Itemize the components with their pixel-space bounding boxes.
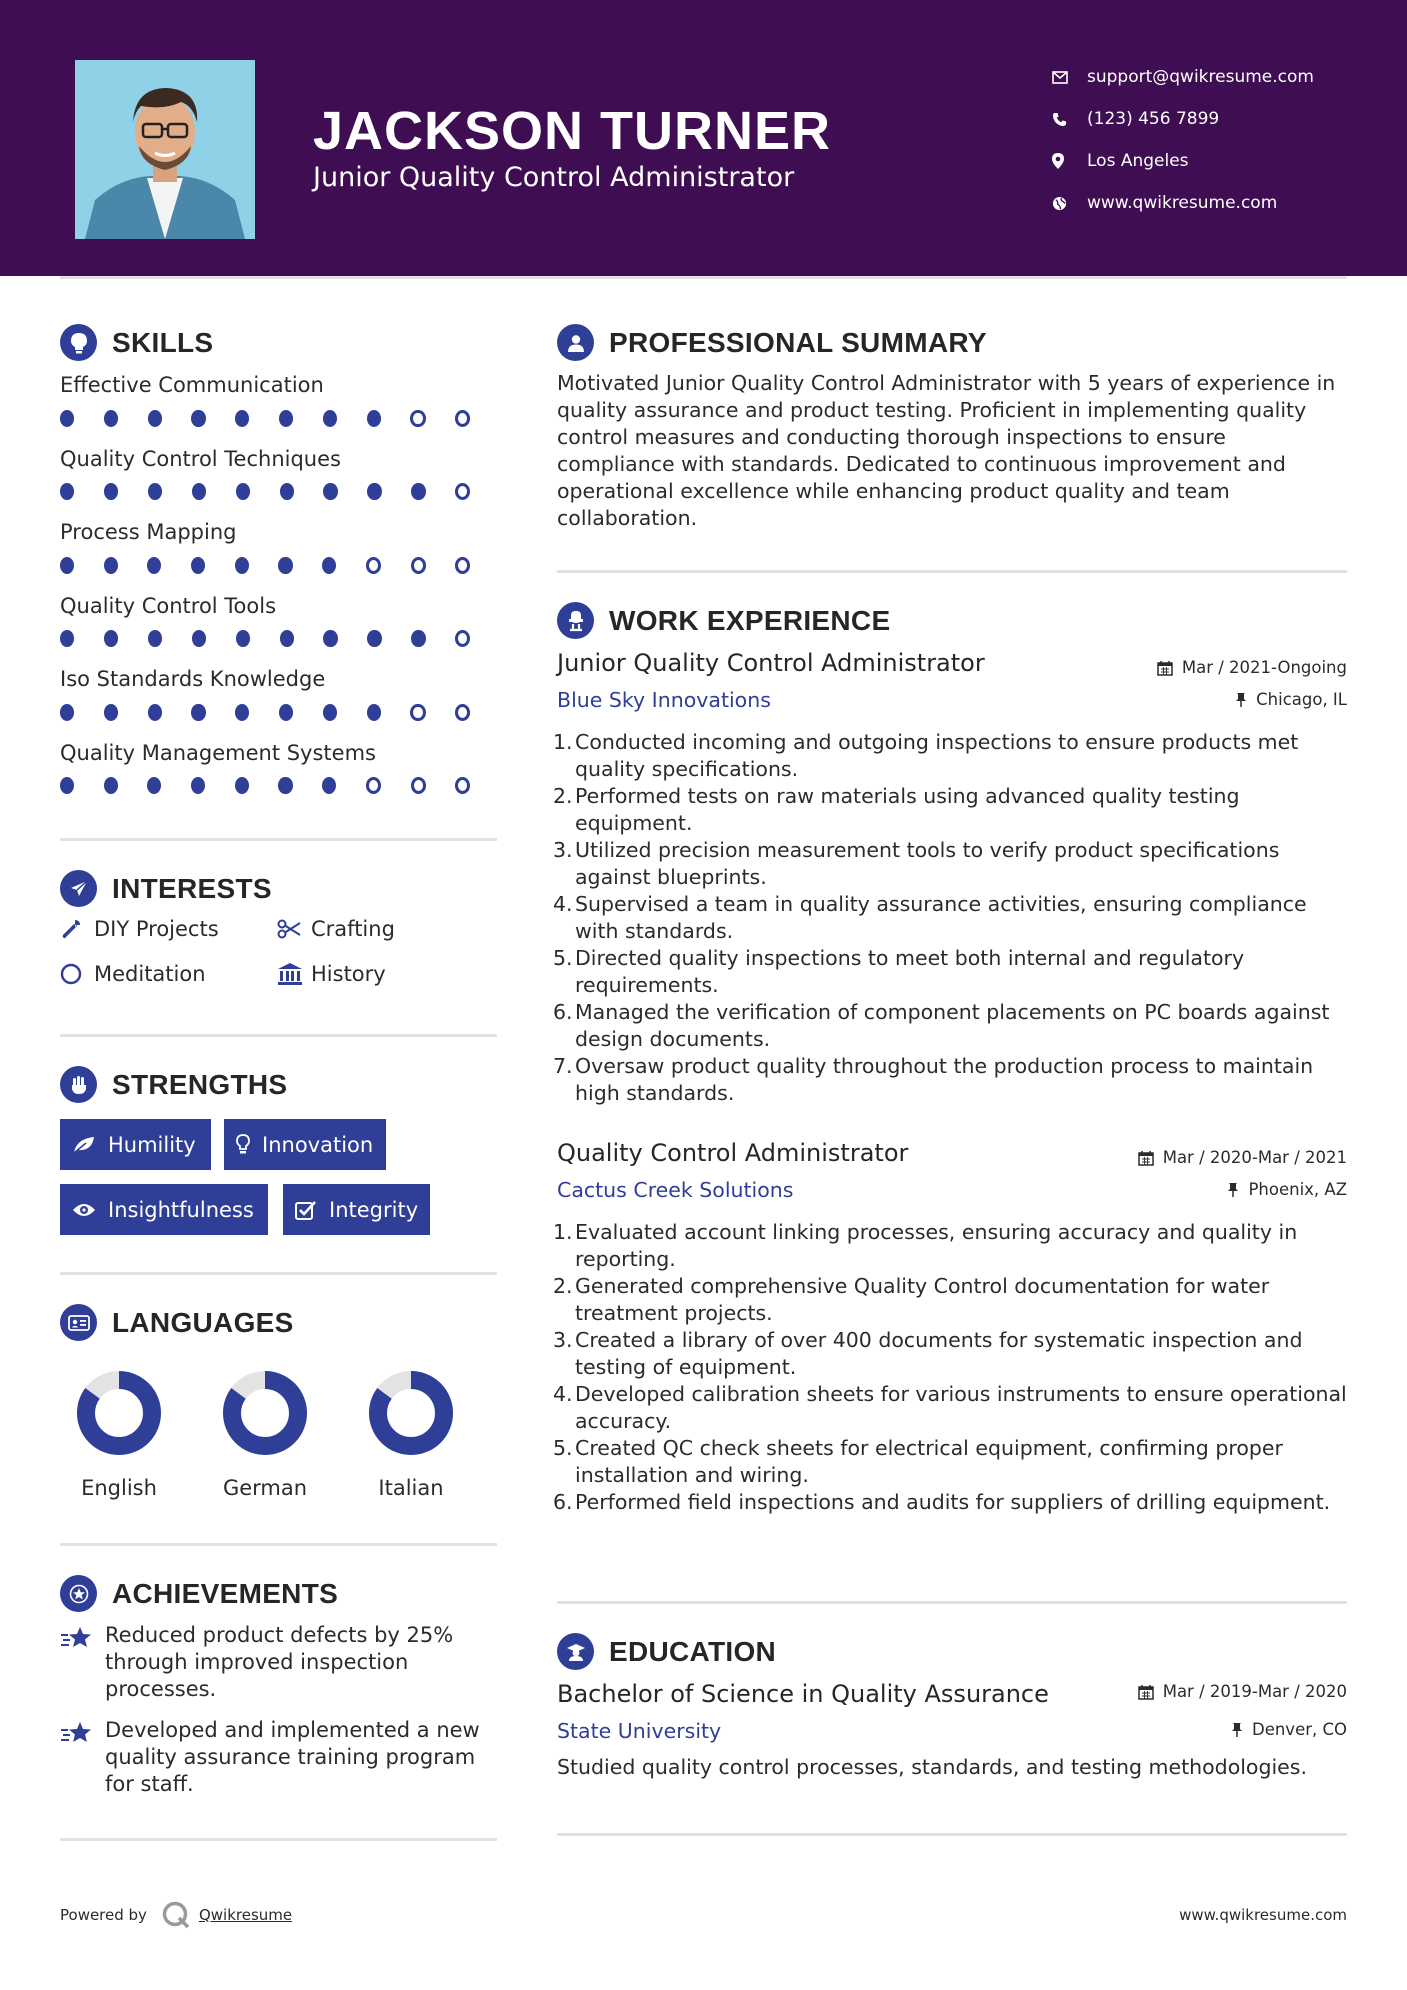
education-description: Studied quality control processes, standards, and testing methodologies. xyxy=(557,1755,1307,1779)
rating-dot-filled xyxy=(323,630,337,647)
skill-item xyxy=(60,517,500,591)
rating-dot-filled xyxy=(236,483,250,500)
job-location xyxy=(1235,690,1347,709)
fist-icon xyxy=(60,1066,97,1103)
location-pin-icon xyxy=(1050,153,1087,169)
job-dates xyxy=(1138,1148,1347,1167)
rating-dot-filled xyxy=(148,410,162,427)
rating-dot-filled xyxy=(147,777,161,794)
rating-dot-filled xyxy=(60,777,74,794)
rating-dot-filled xyxy=(323,483,337,500)
rating-dot-filled xyxy=(104,630,118,647)
rating-dot-filled xyxy=(148,483,162,500)
envelope-icon xyxy=(1050,71,1087,84)
rating-dot-filled xyxy=(411,483,425,500)
circle-icon xyxy=(60,963,94,985)
education-location xyxy=(1231,1720,1347,1739)
job-title: Junior Quality Control Administrator xyxy=(557,649,985,677)
rating-dot-empty xyxy=(366,557,381,574)
language-name: English xyxy=(81,1476,157,1500)
list-item: 3. Utilized precision measurement tools to verify product specifications against blueprints. xyxy=(553,838,1280,889)
rating-dot-filled xyxy=(367,410,381,427)
rating-dot-filled xyxy=(104,704,118,721)
rating-dot-empty xyxy=(410,410,425,427)
job-dates xyxy=(1157,658,1347,677)
interests-heading-label: INTERESTS xyxy=(112,872,272,904)
rating-dot-empty xyxy=(455,704,470,721)
rating-dot-filled xyxy=(411,630,425,647)
paper-plane-icon xyxy=(60,870,97,907)
job-dates-text: Mar / 2020-Mar / 2021 xyxy=(1162,1148,1347,1167)
list-item: 5. Created QC check sheets for electrical equipment, confirming proper installation and wiring. xyxy=(553,1436,1283,1487)
skill-rating xyxy=(60,627,500,651)
rating-dot-filled xyxy=(60,410,74,427)
job-location xyxy=(1227,1180,1347,1199)
rating-dot-filled xyxy=(192,483,206,500)
school-name: State University xyxy=(557,1719,722,1743)
lightbulb-icon xyxy=(60,324,97,361)
interests-heading xyxy=(60,870,272,907)
language-name: Italian xyxy=(378,1476,444,1500)
summary-heading xyxy=(557,324,987,361)
rating-dot-empty xyxy=(455,777,470,794)
interest-item xyxy=(60,917,219,941)
skill-name: Effective Communication xyxy=(60,373,324,397)
summary-heading-label: PROFESSIONAL SUMMARY xyxy=(609,326,987,358)
education-dates xyxy=(1138,1682,1347,1701)
list-item: 3. Created a library of over 400 documents for systematic inspection and testing of equipment. xyxy=(553,1328,1303,1379)
rating-dot-filled xyxy=(60,483,74,500)
skill-name: Process Mapping xyxy=(60,520,237,544)
rating-dot-filled xyxy=(323,704,337,721)
interest-item xyxy=(277,962,386,986)
rating-dot-filled xyxy=(280,483,294,500)
strength-tag xyxy=(283,1184,430,1235)
skill-item xyxy=(60,738,500,812)
rating-dot-filled xyxy=(280,630,294,647)
language-item xyxy=(200,1368,330,1500)
rating-dot-filled xyxy=(236,630,250,647)
user-icon xyxy=(557,324,594,361)
skills-list xyxy=(60,370,500,811)
achievement-text: Developed and implemented a new quality assurance training program for staff. xyxy=(105,1718,480,1796)
rating-dot-empty xyxy=(455,630,470,647)
education-location-text: Denver, CO xyxy=(1251,1720,1347,1739)
rating-dot-filled xyxy=(192,630,206,647)
rating-dot-filled xyxy=(235,704,249,721)
rating-dot-filled xyxy=(191,557,205,574)
summary-text: Motivated Junior Quality Control Administrator with 5 years of experience in quality assurance and product testing. Proficient in implementing quality control measures and conducting thorough inspections to ensure compliance with standards. Dedicated to continuous improvement and operational excellence while enhancing product quality and team collaboration. xyxy=(557,371,1336,530)
contact-email-text: support@qwikresume.com xyxy=(1087,67,1314,87)
powered-by-text: Powered by xyxy=(60,1906,147,1924)
rating-dot-empty xyxy=(455,483,470,500)
rating-dot-filled xyxy=(367,483,381,500)
skill-name: Quality Management Systems xyxy=(60,740,376,765)
globe-icon xyxy=(1050,196,1087,211)
skills-heading-label: SKILLS xyxy=(112,326,214,358)
education-dates-text: Mar / 2019-Mar / 2020 xyxy=(1162,1682,1347,1701)
pushpin-icon xyxy=(1235,692,1247,708)
rating-dot-filled xyxy=(191,410,205,427)
rating-dot-empty xyxy=(455,410,470,427)
section-divider xyxy=(60,1272,497,1275)
rating-dot-filled xyxy=(235,557,249,574)
pushpin-icon xyxy=(1227,1182,1239,1198)
graduate-icon xyxy=(557,1633,594,1670)
job-company: Blue Sky Innovations xyxy=(557,688,771,712)
contact-phone[interactable] xyxy=(1050,98,1380,140)
section-divider xyxy=(60,1543,497,1546)
interest-item xyxy=(60,962,206,986)
rating-dot-empty xyxy=(411,557,426,574)
strength-tag xyxy=(60,1184,268,1235)
rating-dot-filled xyxy=(367,630,381,647)
interest-label: DIY Projects xyxy=(94,917,219,941)
rating-dot-empty xyxy=(410,704,425,721)
footer-powered-by xyxy=(60,1900,292,1930)
rating-dot-empty xyxy=(455,557,470,574)
list-item: 4. Developed calibration sheets for various instruments to ensure operational accuracy. xyxy=(553,1382,1347,1433)
rating-dot-filled xyxy=(148,704,162,721)
strengths-heading xyxy=(60,1066,287,1103)
interest-label: Meditation xyxy=(94,962,206,986)
calendar-icon xyxy=(1157,660,1173,676)
job-company: Cactus Creek Solutions xyxy=(557,1178,794,1202)
experience-heading-label: WORK EXPERIENCE xyxy=(609,604,891,636)
rating-dot-filled xyxy=(322,557,336,574)
rating-dot-filled xyxy=(60,630,74,647)
skill-rating xyxy=(60,700,500,724)
rating-dot-filled xyxy=(191,777,205,794)
rating-dot-filled xyxy=(104,557,118,574)
list-item: 6. Managed the verification of component placements on PC boards against design documents. xyxy=(553,1000,1330,1051)
interest-item xyxy=(277,917,395,941)
rating-dot-filled xyxy=(191,704,205,721)
strengths-heading-label: STRENGTHS xyxy=(112,1068,288,1100)
calendar-icon xyxy=(1138,1684,1154,1700)
degree-title: Bachelor of Science in Quality Assurance xyxy=(557,1680,1049,1708)
skill-item xyxy=(60,591,500,665)
contact-phone-text: (123) 456 7899 xyxy=(1087,109,1220,129)
leaf-icon xyxy=(72,1135,96,1155)
section-divider xyxy=(557,1833,1347,1836)
header-divider xyxy=(60,276,1347,279)
wrench-icon xyxy=(60,918,94,940)
rating-dot-filled xyxy=(235,777,249,794)
interest-label: History xyxy=(311,962,386,986)
strength-label: Humility xyxy=(108,1132,196,1157)
skill-rating xyxy=(60,553,500,577)
rating-dot-filled xyxy=(147,557,161,574)
job-responsibilities xyxy=(553,1219,1347,1516)
list-item: 2. Generated comprehensive Quality Control documentation for water treatment projects. xyxy=(553,1274,1270,1325)
candidate-name: JACKSON TURNER xyxy=(313,101,832,161)
rating-dot-filled xyxy=(104,483,118,500)
language-proficiency-ring xyxy=(366,1368,456,1458)
education-heading-label: EDUCATION xyxy=(609,1635,777,1667)
calendar-icon xyxy=(1138,1150,1154,1166)
list-item: 2. Performed tests on raw materials using advanced quality testing equipment. xyxy=(553,784,1240,835)
rating-dot-empty xyxy=(411,777,426,794)
list-item: 1. Conducted incoming and outgoing inspections to ensure products met quality specifications. xyxy=(553,730,1299,781)
achievements-heading xyxy=(60,1575,338,1612)
job-location-text: Chicago, IL xyxy=(1256,690,1347,709)
contact-list xyxy=(1050,56,1380,224)
section-divider xyxy=(557,1601,1347,1604)
skill-item xyxy=(60,444,500,518)
language-item xyxy=(346,1368,476,1500)
languages-heading-label: LANGUAGES xyxy=(112,1306,294,1338)
star-badge-icon xyxy=(60,1575,97,1612)
rating-dot-filled xyxy=(60,704,74,721)
language-item xyxy=(54,1368,184,1500)
education-heading xyxy=(557,1633,776,1670)
lightbulb-icon xyxy=(236,1134,250,1155)
contact-website-text: www.qwikresume.com xyxy=(1087,193,1278,213)
pushpin-icon xyxy=(1231,1722,1243,1738)
languages-heading xyxy=(60,1304,294,1341)
rating-dot-filled xyxy=(278,557,292,574)
rating-dot-filled xyxy=(279,410,293,427)
rating-dot-empty xyxy=(366,777,381,794)
strength-label: Integrity xyxy=(329,1197,419,1222)
list-item: 4. Supervised a team in quality assurance activities, ensuring compliance with standards. xyxy=(553,892,1307,943)
skill-name: Iso Standards Knowledge xyxy=(60,667,326,691)
id-card-icon xyxy=(60,1304,97,1341)
language-proficiency-ring xyxy=(220,1368,310,1458)
interest-label: Crafting xyxy=(311,917,395,941)
bank-icon xyxy=(277,962,311,986)
candidate-title: Junior Quality Control Administrator xyxy=(313,162,795,193)
rating-dot-filled xyxy=(104,777,118,794)
achievement-text: Reduced product defects by 25% through improved inspection processes. xyxy=(105,1623,454,1701)
skill-name: Quality Control Techniques xyxy=(60,446,341,471)
skill-rating xyxy=(60,406,500,430)
strength-label: Innovation xyxy=(262,1132,374,1157)
skill-rating xyxy=(60,480,500,504)
shooting-star-icon xyxy=(60,1622,105,1703)
contact-email[interactable] xyxy=(1050,56,1380,98)
contact-location xyxy=(1050,140,1380,182)
skill-name: Quality Control Tools xyxy=(60,593,277,618)
strength-label: Insightfulness xyxy=(108,1197,254,1222)
qwikresume-logo-icon xyxy=(161,1900,191,1930)
language-proficiency-ring xyxy=(74,1368,164,1458)
language-name: German xyxy=(222,1476,308,1500)
rating-dot-filled xyxy=(278,777,292,794)
section-divider xyxy=(557,570,1347,573)
footer-website[interactable]: www.qwikresume.com xyxy=(1179,1906,1347,1924)
contact-website[interactable] xyxy=(1050,182,1380,224)
job-title: Quality Control Administrator xyxy=(557,1139,909,1167)
rating-dot-filled xyxy=(322,777,336,794)
job-responsibilities xyxy=(553,729,1347,1107)
rating-dot-filled xyxy=(323,410,337,427)
briefcase-icon xyxy=(557,602,594,639)
achievements-heading-label: ACHIEVEMENTS xyxy=(112,1577,339,1609)
skills-heading xyxy=(60,324,213,361)
contact-location-text: Los Angeles xyxy=(1087,151,1189,171)
rating-dot-filled xyxy=(367,704,381,721)
phone-icon xyxy=(1050,112,1087,127)
job-dates-text: Mar / 2021-Ongoing xyxy=(1181,658,1347,677)
eye-icon xyxy=(72,1202,96,1218)
scissors-icon xyxy=(277,919,311,939)
section-divider xyxy=(60,1838,497,1841)
rating-dot-filled xyxy=(235,410,249,427)
rating-dot-filled xyxy=(60,557,74,574)
rating-dot-filled xyxy=(279,704,293,721)
strength-tag xyxy=(60,1119,211,1170)
list-item: 6. Performed field inspections and audits for suppliers of drilling equipment. xyxy=(553,1490,1331,1514)
section-divider xyxy=(60,1034,497,1037)
profile-photo xyxy=(75,60,255,239)
rating-dot-filled xyxy=(104,410,118,427)
achievement-item xyxy=(60,1717,500,1798)
job-location-text: Phoenix, AZ xyxy=(1248,1180,1347,1199)
shooting-star-icon xyxy=(60,1717,105,1798)
qwikresume-link[interactable]: Qwikresume xyxy=(198,1906,293,1924)
rating-dot-filled xyxy=(148,630,162,647)
skill-item xyxy=(60,370,500,444)
section-divider xyxy=(60,838,497,841)
skill-rating xyxy=(60,774,500,798)
list-item: 5. Directed quality inspections to meet both internal and regulatory requirements. xyxy=(553,946,1245,997)
skill-item xyxy=(60,664,500,738)
resume-header xyxy=(0,0,1407,276)
list-item: 1. Evaluated account linking processes, ensuring accuracy and quality in reporting. xyxy=(553,1220,1298,1271)
strength-tag xyxy=(224,1119,386,1170)
list-item: 7. Oversaw product quality throughout the production process to maintain high standards. xyxy=(553,1054,1314,1105)
achievement-item xyxy=(60,1622,500,1703)
experience-heading xyxy=(557,602,890,639)
check-square-icon xyxy=(295,1200,317,1220)
